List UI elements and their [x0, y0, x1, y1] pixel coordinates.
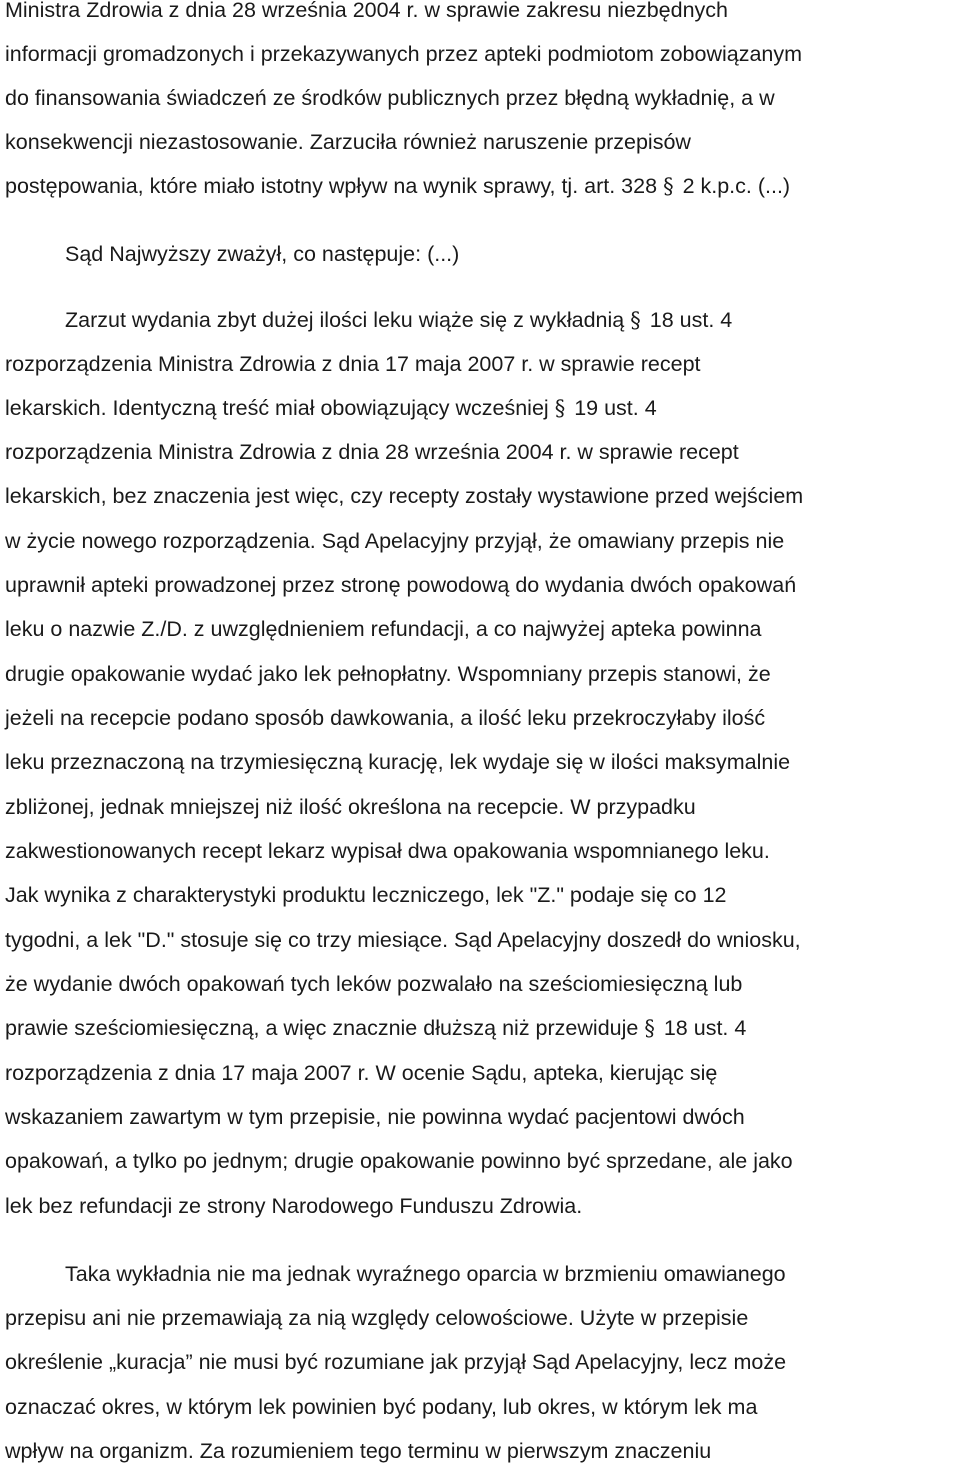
text-line — [5, 171, 790, 201]
text-span: wpływ na organizm. Za rozumieniem tego terminu w pierwszym znaczeniu — [5, 1439, 712, 1463]
text-span: zakwestionowanych recept lekarz wypisał dwa opakowania wspomnianego leku. — [5, 839, 770, 863]
text-line — [5, 570, 796, 600]
text-span: rozporządzenia z dnia 17 maja 2007 r. W ocenie Sądu, apteka, kierując się — [5, 1061, 718, 1085]
text-span: jeżeli na recepcie podano sposób dawkowania, a ilość leku przekroczyłaby ilość — [5, 706, 766, 730]
text-span: lekarskich. Identyczną treść miał obowiązujący wcześniej — [5, 396, 549, 420]
text-span: uprawnił apteki prowadzonej przez stronę powodową do wydania dwóch opakowań — [5, 573, 797, 597]
text-span: Ministra Zdrowia z dnia 28 września 2004 r. w sprawie zakresu niezbędnych — [5, 0, 728, 22]
text-line — [5, 437, 739, 467]
text-line — [65, 305, 732, 335]
text-line — [5, 1392, 757, 1422]
text-span: prawie sześciomiesięczną, a więc znacznie dłuższą niż przewiduje — [5, 1016, 639, 1040]
text-line — [5, 526, 784, 556]
text-line — [5, 836, 770, 866]
text-line — [5, 1347, 786, 1377]
text-span: 2 k.p.c. (...) — [682, 174, 791, 198]
text-span: rozporządzenia Ministra Zdrowia z dnia 17 maja 2007 r. w sprawie recept — [5, 352, 701, 376]
text-span: przepisu ani nie przemawiają za nią względy celowościowe. Użyte w przepisie — [5, 1306, 749, 1330]
section-symbol: § — [554, 396, 566, 420]
text-line — [5, 1013, 746, 1043]
text-span: drugie opakowanie wydać jako lek pełnopłatny. Wspomniany przepis stanowi, że — [5, 662, 771, 686]
text-line — [5, 0, 728, 25]
text-span: Zarzut wydania zbyt dużej ilości leku wiąże się z wykładnią — [65, 308, 625, 332]
text-span: 18 ust. 4 — [649, 308, 733, 332]
text-span: tygodni, a lek "D." stosuje się co trzy miesiące. Sąd Apelacyjny doszedł do wniosku, — [5, 928, 801, 952]
text-span: rozporządzenia Ministra Zdrowia z dnia 28 września 2004 r. w sprawie recept — [5, 440, 739, 464]
text-span: postępowania, które miało istotny wpływ na wynik sprawy, tj. art. 328 — [5, 174, 658, 198]
text-line — [5, 349, 701, 379]
text-span: lek bez refundacji ze strony Narodowego Funduszu Zdrowia. — [5, 1194, 583, 1218]
text-line — [5, 703, 765, 733]
text-line — [5, 1303, 748, 1333]
text-line — [5, 1058, 717, 1088]
text-span: zbliżonej, jednak mniejszej niż ilość określona na recepcie. W przypadku — [5, 795, 696, 819]
text-span: leku o nazwie Z./D. z uwzględnieniem refundacji, a co najwyżej apteka powinna — [5, 617, 762, 641]
section-symbol: § — [663, 174, 674, 198]
text-span: informacji gromadzonych i przekazywanych przez apteki podmiotom zobowiązanym — [5, 42, 803, 66]
text-line — [5, 1191, 582, 1221]
text-line — [5, 925, 801, 955]
text-line — [5, 481, 803, 511]
text-line — [5, 127, 691, 157]
text-line — [5, 1146, 793, 1176]
section-symbol: § — [630, 308, 641, 332]
text-span: konsekwencji niezastosowanie. Zarzuciła również naruszenie przepisów — [5, 130, 691, 154]
text-span: oznaczać okres, w którym lek powinien być podany, lub okres, w którym lek ma — [5, 1395, 758, 1419]
text-span: lekarskich, bez znaczenia jest więc, czy recepty zostały wystawione przed wejściem — [5, 484, 804, 508]
text-span: wskazaniem zawartym w tym przepisie, nie powinna wydać pacjentowi dwóch — [5, 1105, 745, 1129]
text-span: Jak wynika z charakterystyki produktu leczniczego, lek "Z." podaje się co 12 — [5, 883, 727, 907]
text-line — [65, 1259, 786, 1289]
text-line — [5, 39, 802, 69]
text-line — [5, 880, 727, 910]
text-span: że wydanie dwóch opakowań tych leków pozwalało na sześciomiesięczną lub — [5, 972, 743, 996]
text-span: Taka wykładnia nie ma jednak wyraźnego oparcia w brzmieniu omawianego — [65, 1262, 786, 1286]
text-span: 19 ust. 4 — [574, 396, 657, 420]
text-span: w życie nowego rozporządzenia. Sąd Apelacyjny przyjął, że omawiany przepis nie — [5, 529, 785, 553]
text-line — [5, 1102, 745, 1132]
text-span: Sąd Najwyższy zważył, co następuje: (...) — [65, 242, 460, 266]
text-span: opakowań, a tylko po jednym; drugie opakowanie powinno być sprzedane, ale jako — [5, 1149, 793, 1173]
text-span: do finansowania świadczeń ze środków publicznych przez błędną wykładnię, a w — [5, 86, 775, 110]
text-line — [65, 239, 459, 269]
text-span: 18 ust. 4 — [663, 1016, 747, 1040]
text-line — [5, 747, 790, 777]
text-line — [5, 659, 771, 689]
text-line — [5, 969, 742, 999]
text-line — [5, 614, 762, 644]
text-span: określenie „kuracja” nie musi być rozumiane jak przyjął Sąd Apelacyjny, lecz może — [5, 1350, 787, 1374]
text-line — [5, 1436, 711, 1466]
text-line — [5, 83, 775, 113]
text-span: leku przeznaczoną na trzymiesięczną kurację, lek wydaje się w ilości maksymalnie — [5, 750, 791, 774]
text-line — [5, 792, 696, 822]
text-line — [5, 393, 657, 423]
section-symbol: § — [644, 1016, 655, 1040]
